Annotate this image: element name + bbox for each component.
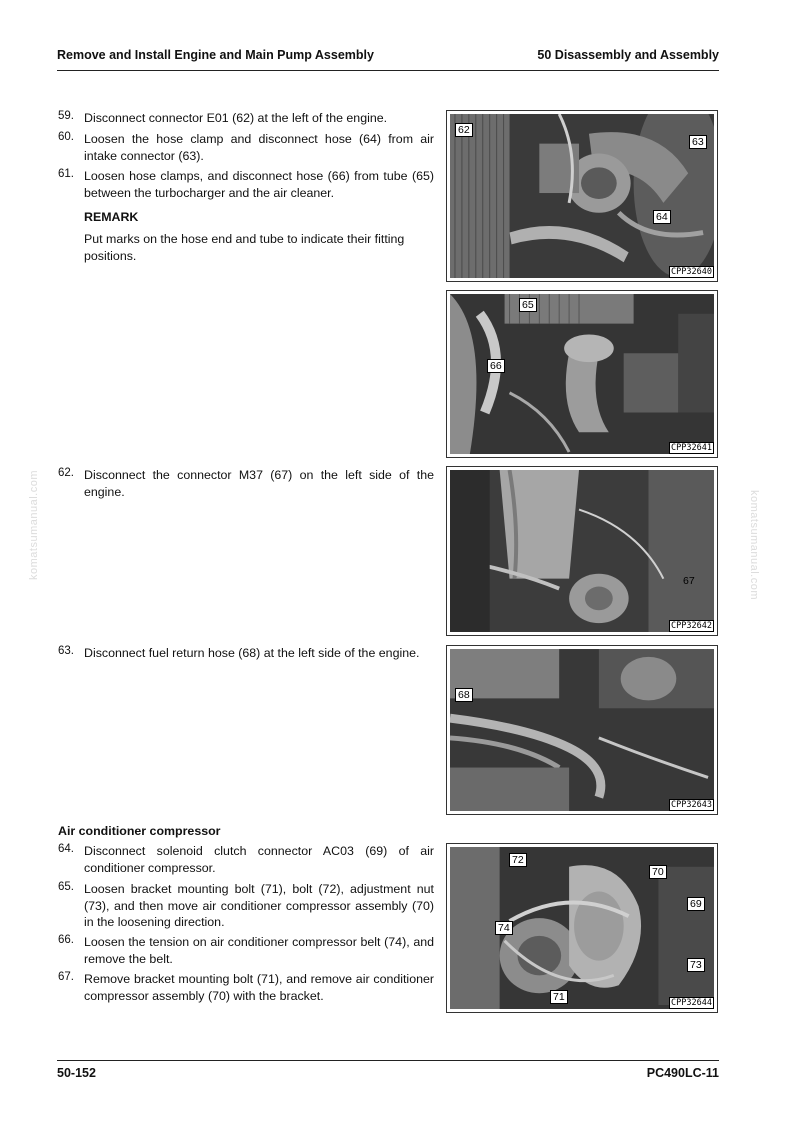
- watermark-right: komatsumanual.com: [748, 490, 760, 600]
- callout-70: 70: [649, 865, 667, 879]
- photo-cpp32641: [446, 290, 718, 458]
- photo-cpp32642: [446, 466, 718, 636]
- callout-66: 66: [487, 359, 505, 373]
- step-64: 64. Disconnect solenoid clutch connector AC03 (69) of air conditioner compressor.: [58, 843, 434, 875]
- photo-code: CPP32642: [671, 621, 712, 631]
- engine-photo-image: [450, 649, 714, 811]
- callout-69: 69: [687, 897, 705, 911]
- step-62: 62. Disconnect the connector M37 (67) on the left side of the engine.: [58, 467, 434, 499]
- photo-cpp32643: [446, 645, 718, 815]
- callout-72: 72: [509, 853, 527, 867]
- compressor-photo-image: [450, 847, 714, 1009]
- photo-code: CPP32640: [671, 267, 712, 277]
- engine-photo-image: [450, 294, 714, 454]
- callout-63: 63: [689, 135, 707, 149]
- step-61: 61. Loosen hose clamps, and disconnect hose (66) from tube (65) between the turbocharger and the air cleaner.: [58, 168, 434, 200]
- callout-62: 62: [455, 123, 473, 137]
- remark-heading: REMARK: [84, 210, 139, 224]
- callout-67: 67: [683, 575, 695, 587]
- step-65: 65. Loosen bracket mounting bolt (71), bolt (72), adjustment nut (73), and then move air conditioner compressor assembly (70) in the loosening direction.: [58, 881, 434, 929]
- step-67: 67. Remove bracket mounting bolt (71), and remove air conditioner compressor assembly (70) with the bracket.: [58, 971, 434, 1003]
- model-name: PC490LC-11: [646, 1066, 719, 1080]
- step-60: 60. Loosen the hose clamp and disconnect hose (64) from air intake connector (63).: [58, 131, 434, 163]
- section-title: Remove and Install Engine and Main Pump Assembly: [57, 48, 374, 62]
- footer-rule: [57, 1060, 719, 1061]
- engine-photo-image: [450, 114, 714, 278]
- header-rule: [57, 70, 719, 71]
- watermark-left: komatsumanual.com: [28, 470, 40, 580]
- remark-text: Put marks on the hose end and tube to indicate their fitting positions.: [84, 232, 405, 263]
- step-59: 59. Disconnect connector E01 (62) at the left of the engine.: [58, 110, 388, 125]
- photo-code: CPP32644: [671, 998, 712, 1008]
- callout-74: 74: [495, 921, 513, 935]
- callout-64: 64: [653, 210, 671, 224]
- chapter-title: 50 Disassembly and Assembly: [537, 48, 719, 62]
- step-63: 63. Disconnect fuel return hose (68) at the left side of the engine.: [58, 645, 420, 660]
- page-number: 50-152: [57, 1066, 96, 1080]
- photo-code: CPP32641: [671, 443, 712, 453]
- callout-73: 73: [687, 958, 705, 972]
- section-heading: Air conditioner compressor: [58, 824, 221, 838]
- engine-photo-image: [450, 470, 714, 632]
- step-66: 66. Loosen the tension on air conditioner compressor belt (74), and remove the belt.: [58, 934, 434, 966]
- callout-65: 65: [519, 298, 537, 312]
- page-header: [57, 48, 719, 70]
- photo-code: CPP32643: [671, 800, 712, 810]
- photo-cpp32640: [446, 110, 718, 282]
- photo-cpp32644: [446, 843, 718, 1013]
- callout-71: 71: [550, 990, 568, 1004]
- callout-68: 68: [455, 688, 473, 702]
